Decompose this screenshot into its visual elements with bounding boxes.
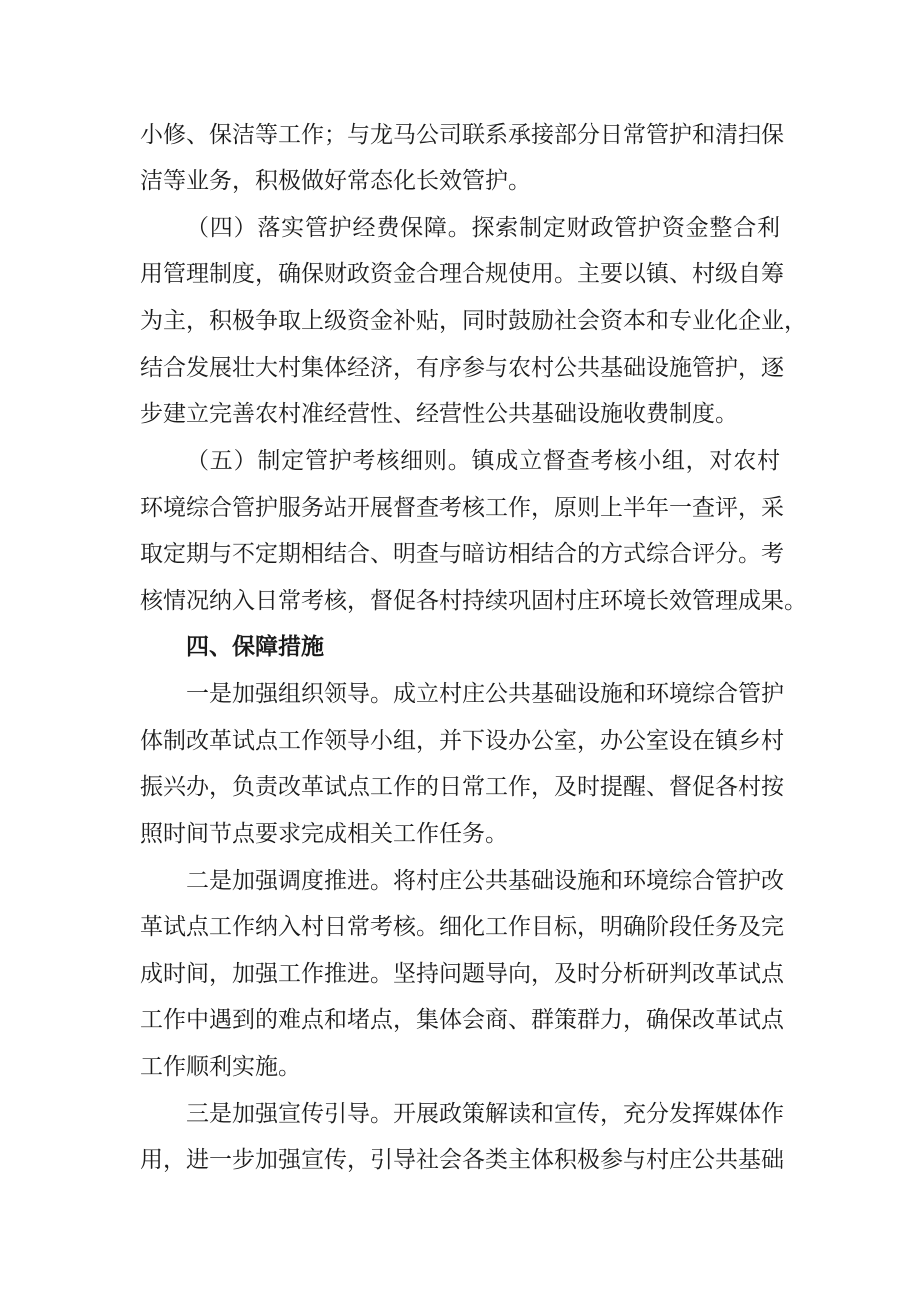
body-text-line: 照时间节点要求完成相关工作任务。 <box>140 821 508 847</box>
body-text-line: 核情况纳入日常考核，督促各村持续巩固村庄环境长效管理成果。 <box>140 588 807 614</box>
section-heading: 四、保障措施 <box>186 634 324 660</box>
body-text-line: 为主，积极争取上级资金补贴，同时鼓励社会资本和专业化企业， <box>140 308 807 334</box>
body-text-line: 洁等业务，积极做好常态化长效管护。 <box>140 168 531 194</box>
body-text-line: 环境综合管护服务站开展督查考核工作，原则上半年一查评，采 <box>140 495 784 521</box>
body-text-line: 取定期与不定期相结合、明查与暗访相结合的方式综合评分。考 <box>140 541 784 567</box>
section-five-first-line: （五）制定管护考核细则。镇成立督查考核小组，对农村 <box>186 448 780 474</box>
body-text-line: 工作顺利实施。 <box>140 1054 301 1080</box>
body-text-line: 步建立完善农村准经营性、经营性公共基础设施收费制度。 <box>140 401 738 427</box>
body-text-line: 振兴办，负责改革试点工作的日常工作，及时提醒、督促各村按 <box>140 774 784 800</box>
body-text-line: 结合发展壮大村集体经济，有序参与农村公共基础设施管护，逐 <box>140 355 784 381</box>
section-four-first-line: （四）落实管护经费保障。探索制定财政管护资金整合利 <box>186 215 780 241</box>
body-text-line: 小修、保洁等工作；与龙马公司联系承接部分日常管护和清扫保 <box>140 122 784 148</box>
body-text-line: 革试点工作纳入村日常考核。细化工作目标，明确阶段任务及完 <box>140 914 784 940</box>
body-text-line: 工作中遇到的难点和堵点，集体会商、群策群力，确保改革试点 <box>140 1007 784 1033</box>
measure-one-first-line: 一是加强组织领导。成立村庄公共基础设施和环境综合管护 <box>186 681 784 707</box>
body-text-line: 体制改革试点工作领导小组，并下设办公室，办公室设在镇乡村 <box>140 728 784 754</box>
body-text-line: 成时间，加强工作推进。坚持问题导向，及时分析研判改革试点 <box>140 961 784 987</box>
body-text-line: 用管理制度，确保财政资金合理合规使用。主要以镇、村级自筹 <box>140 261 784 287</box>
body-text-line: 用，进一步加强宣传，引导社会各类主体积极参与村庄公共基础 <box>140 1147 784 1173</box>
measure-two-first-line: 二是加强调度推进。将村庄公共基础设施和环境综合管护改 <box>186 868 784 894</box>
measure-three-first-line: 三是加强宣传引导。开展政策解读和宣传，充分发挥媒体作 <box>186 1101 784 1127</box>
